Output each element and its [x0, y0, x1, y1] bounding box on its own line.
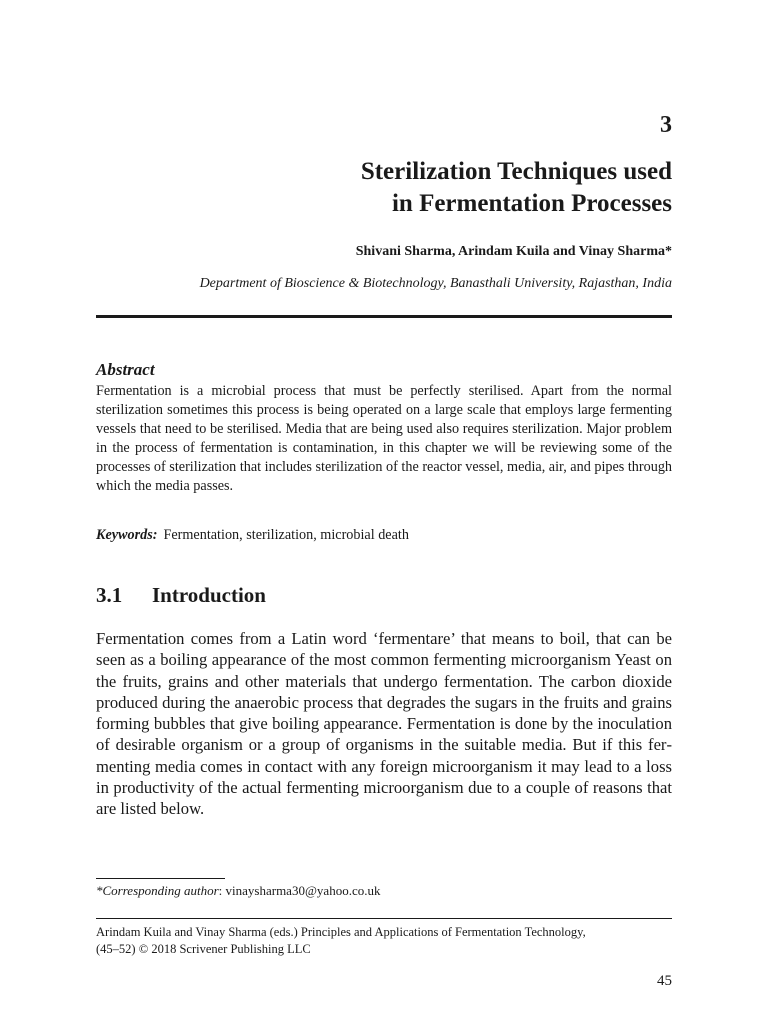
section-title: Introduction [152, 583, 266, 607]
keywords-label: Keywords: [96, 527, 158, 543]
introduction-paragraph: Fermentation comes from a Latin word ‘fermentare’ that means to boil, that can be seen as a boiling appearance of the most common fermenting microorganism Yeast on the fruits, grains and other materials that undergo fermentation. The carbon dioxide produced during the anaerobic process that degrades the sugars in the fruits and grains forming bubbles that give boiling appearance. Fermentation is done by the inoculation of desirable organism or a group of organisms in the suitable media. But if this fermenting media comes in contact with any foreign microorganism it may lead to a loss in productivity of the actual fermenting microorganism due to a couple of reasons that are listed below. [96, 629, 672, 819]
author-list: Shivani Sharma, Arindam Kuila and Vinay Sharma* [355, 244, 672, 259]
paper-page [96, 0, 672, 1024]
footnote-text: : vinaysharma30@yahoo.co.uk [218, 883, 381, 898]
abstract-heading: Abstract [96, 360, 155, 379]
section-heading [96, 583, 266, 608]
section-number: 3.1 [96, 583, 123, 607]
abstract-text: Fermentation is a microbial process that must be perfectly sterilised. Apart from the normal sterilization sometimes this process is being operated on a large scale that employs large fermenting vessels that need to be sterilised. Media that are being used also requires sterilization. Major problem in the process of fermentation is contamination, in this chapter we will be reviewing some of the processes of sterilization that includes sterilization of the reactor vessel, media, air, and pipes through which the media passes. [96, 383, 672, 494]
chapter-title-line-1: Sterilization Techniques used [360, 158, 672, 185]
page-number: 45 [657, 973, 672, 989]
publication-divider [96, 918, 672, 919]
footnote [96, 883, 380, 899]
publication-info [96, 924, 672, 958]
publication-info-line-2: (45–52) © 2018 Scrivener Publishing LLC [96, 942, 311, 956]
author-affiliation: Department of Bioscience & Biotechnology, Banasthali University, Rajasthan, India [199, 276, 672, 291]
publication-info-line-1: Arindam Kuila and Vinay Sharma (eds.) Principles and Applications of Fermentation Technology, [96, 925, 586, 939]
chapter-title [96, 156, 672, 220]
footnote-label: *Corresponding author [96, 883, 219, 898]
title-divider [96, 315, 672, 318]
keywords-text: Fermentation, sterilization, microbial death [163, 527, 409, 543]
keywords-line [96, 527, 409, 544]
footnote-divider [96, 878, 225, 879]
chapter-title-line-2: in Fermentation Processes [391, 190, 672, 217]
chapter-number: 3 [660, 112, 672, 138]
